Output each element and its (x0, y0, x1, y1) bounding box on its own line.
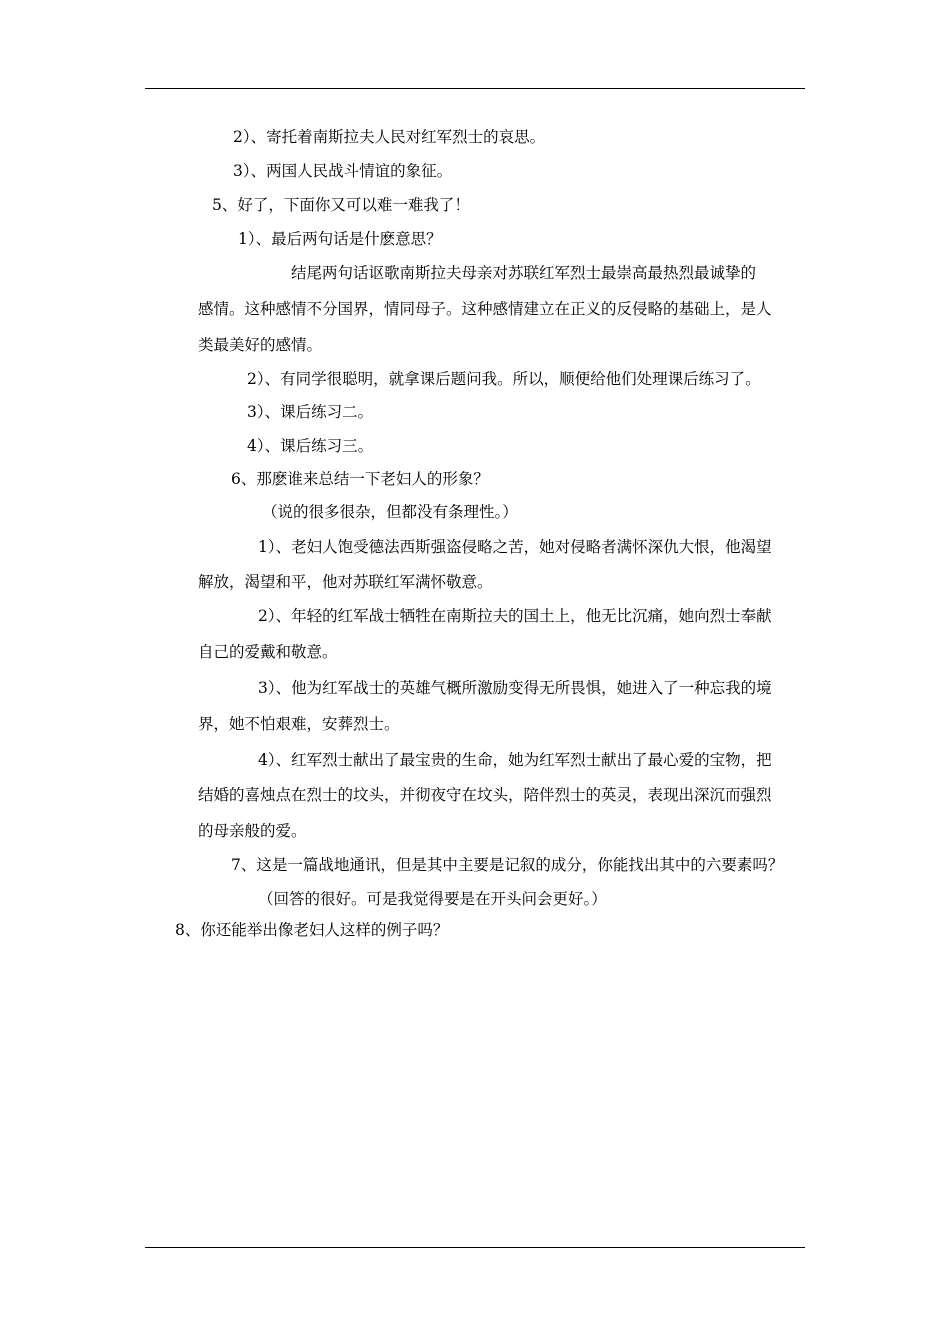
doc-line: 界，她不怕艰难，安葬烈士。 (198, 715, 400, 733)
doc-line: 2）、年轻的红军战士牺牲在南斯拉夫的国土上，他无比沉痛，她向烈士奉献 (258, 607, 772, 625)
doc-line: 3）、两国人民战斗情谊的象征。 (233, 162, 453, 180)
doc-line: 解放，渴望和平，他对苏联红军满怀敬意。 (198, 573, 493, 591)
doc-line: 7、这是一篇战地通讯，但是其中主要是记叙的成分，你能找出其中的六要素吗？ (231, 856, 784, 874)
doc-line: 5、好了，下面你又可以难一难我了！ (212, 196, 470, 214)
doc-line: （回答的很好。可是我觉得要是在开头问会更好。） (258, 890, 607, 908)
doc-line: 结婚的喜烛点在烈士的坟头，并彻夜守在坟头，陪伴烈士的英灵，表现出深沉而强烈 (198, 786, 772, 804)
doc-line: 1）、老妇人饱受德法西斯强盗侵略之苦，她对侵略者满怀深仇大恨，他渴望 (258, 538, 772, 556)
doc-line: 3）、他为红军战士的英雄气概所激励变得无所畏惧，她进入了一种忘我的境 (258, 679, 772, 697)
doc-line: 的母亲般的爱。 (198, 822, 307, 840)
doc-line: 6、那麽谁来总结一下老妇人的形象？ (231, 470, 489, 488)
doc-line: 类最美好的感情。 (198, 336, 323, 354)
doc-line: （说的很多很杂，但都没有条理性。） (262, 503, 518, 521)
doc-line: 3）、课后练习二。 (247, 403, 374, 421)
header-rule (145, 88, 805, 89)
doc-line: 4）、课后练习三。 (247, 437, 374, 455)
doc-line: 感情。这种感情不分国界，情同母子。这种感情建立在正义的反侵略的基础上，是人 (198, 300, 772, 318)
doc-line: 2）、寄托着南斯拉夫人民对红军烈士的哀思。 (233, 128, 546, 146)
doc-line: 4）、红军烈士献出了最宝贵的生命，她为红军烈士献出了最心爱的宝物，把 (258, 751, 772, 769)
doc-line: 结尾两句话讴歌南斯拉夫母亲对苏联红军烈士最崇高最热烈最诚挚的 (291, 264, 757, 282)
footer-rule (145, 1247, 805, 1248)
doc-line: 2）、有同学很聪明，就拿课后题问我。所以，顺便给他们处理课后练习了。 (247, 370, 761, 388)
doc-line: 8、你还能举出像老妇人这样的例子吗？ (175, 921, 449, 939)
doc-line: 1）、最后两句话是什麽意思？ (238, 230, 442, 248)
doc-line: 自己的爱戴和敬意。 (198, 643, 338, 661)
